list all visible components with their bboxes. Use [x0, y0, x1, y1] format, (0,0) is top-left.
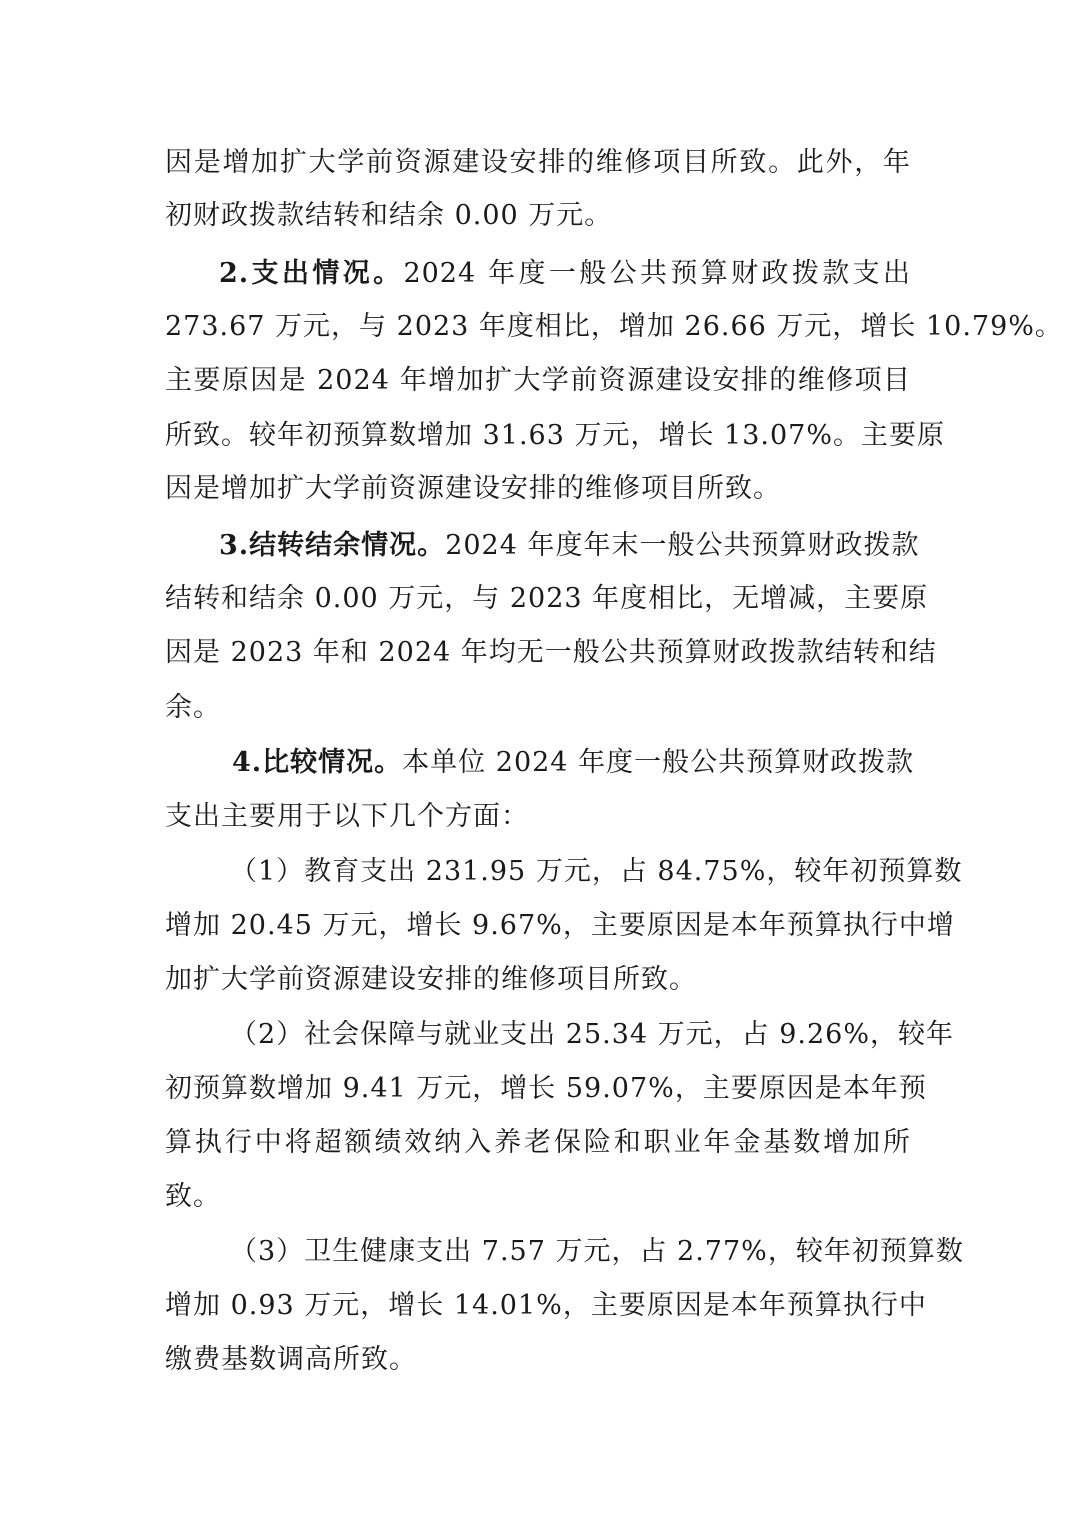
- paragraph-line: [165, 1177, 911, 1217]
- paragraph-line: [230, 1015, 954, 1055]
- section-heading-line: [232, 743, 915, 783]
- line-text: 初预算数增加 9.41 万元，增长 59.07%，主要原因是本年预: [165, 1073, 927, 1104]
- paragraph-line: [165, 688, 911, 728]
- line-text: 2024 年度年末一般公共预算财政拨款: [445, 530, 920, 561]
- paragraph-line: [165, 361, 911, 401]
- line-text: 致。: [165, 1181, 221, 1212]
- paragraph-line: [230, 1232, 964, 1272]
- line-text: 增加 20.45 万元，增长 9.67%，主要原因是本年预算执行中增: [165, 910, 955, 941]
- paragraph-line: [165, 143, 911, 183]
- line-text: 2024 年度一般公共预算财政拨款支出: [403, 258, 912, 289]
- paragraph-line: [165, 416, 945, 456]
- paragraph-line: [165, 307, 1063, 347]
- paragraph-line: [165, 196, 911, 236]
- section-heading: 2.支出情况。: [219, 258, 404, 289]
- paragraph-line: [165, 1123, 911, 1163]
- line-text: （1）教育支出 231.95 万元，占 84.75%，较年初预算数: [230, 856, 963, 887]
- paragraph-line: [165, 1286, 927, 1326]
- line-text: 所致。较年初预算数增加 31.63 万元，增长 13.07%。主要原: [165, 420, 945, 451]
- line-text: 支出主要用于以下几个方面：: [165, 801, 529, 832]
- section-heading-line: [219, 526, 920, 566]
- paragraph-line: [165, 797, 911, 837]
- line-text: 缴费基数调高所致。: [165, 1344, 417, 1375]
- line-text: （2）社会保障与就业支出 25.34 万元，占 9.26%，较年: [230, 1019, 954, 1050]
- line-text: 因是增加扩大学前资源建设安排的维修项目所致。: [165, 473, 781, 504]
- line-text: 余。: [165, 692, 221, 723]
- paragraph-line: [165, 469, 911, 509]
- section-heading-line: [219, 254, 911, 294]
- paragraph-line: [230, 852, 963, 892]
- paragraph-line: [165, 579, 929, 619]
- line-text: 算执行中将超额绩效纳入养老保险和职业年金基数增加所: [165, 1127, 911, 1158]
- line-text: 273.67 万元，与 2023 年度相比，增加 26.66 万元，增长 10.79%。: [165, 311, 1063, 342]
- paragraph-line: [165, 960, 911, 1000]
- paragraph-line: [165, 633, 937, 673]
- section-heading: 4.比较情况。: [232, 747, 403, 778]
- line-text: 因是 2023 年和 2024 年均无一般公共预算财政拨款结转和结: [165, 637, 937, 668]
- line-text: 加扩大学前资源建设安排的维修项目所致。: [165, 964, 697, 995]
- line-text: 初财政拨款结转和结余 0.00 万元。: [165, 200, 613, 231]
- line-text: 结转和结余 0.00 万元，与 2023 年度相比，无增减，主要原: [165, 583, 929, 614]
- paragraph-line: [165, 1340, 911, 1380]
- paragraph-line: [165, 1069, 927, 1109]
- paragraph-line: [165, 906, 955, 946]
- section-heading: 3.结转结余情况。: [219, 530, 446, 561]
- line-text: 本单位 2024 年度一般公共预算财政拨款: [402, 747, 915, 778]
- line-text: 增加 0.93 万元，增长 14.01%，主要原因是本年预算执行中: [165, 1290, 927, 1321]
- line-text: 主要原因是 2024 年增加扩大学前资源建设安排的维修项目: [165, 365, 911, 396]
- line-text: 因是增加扩大学前资源建设安排的维修项目所致。此外，年: [165, 147, 911, 178]
- line-text: （3）卫生健康支出 7.57 万元，占 2.77%，较年初预算数: [230, 1236, 964, 1267]
